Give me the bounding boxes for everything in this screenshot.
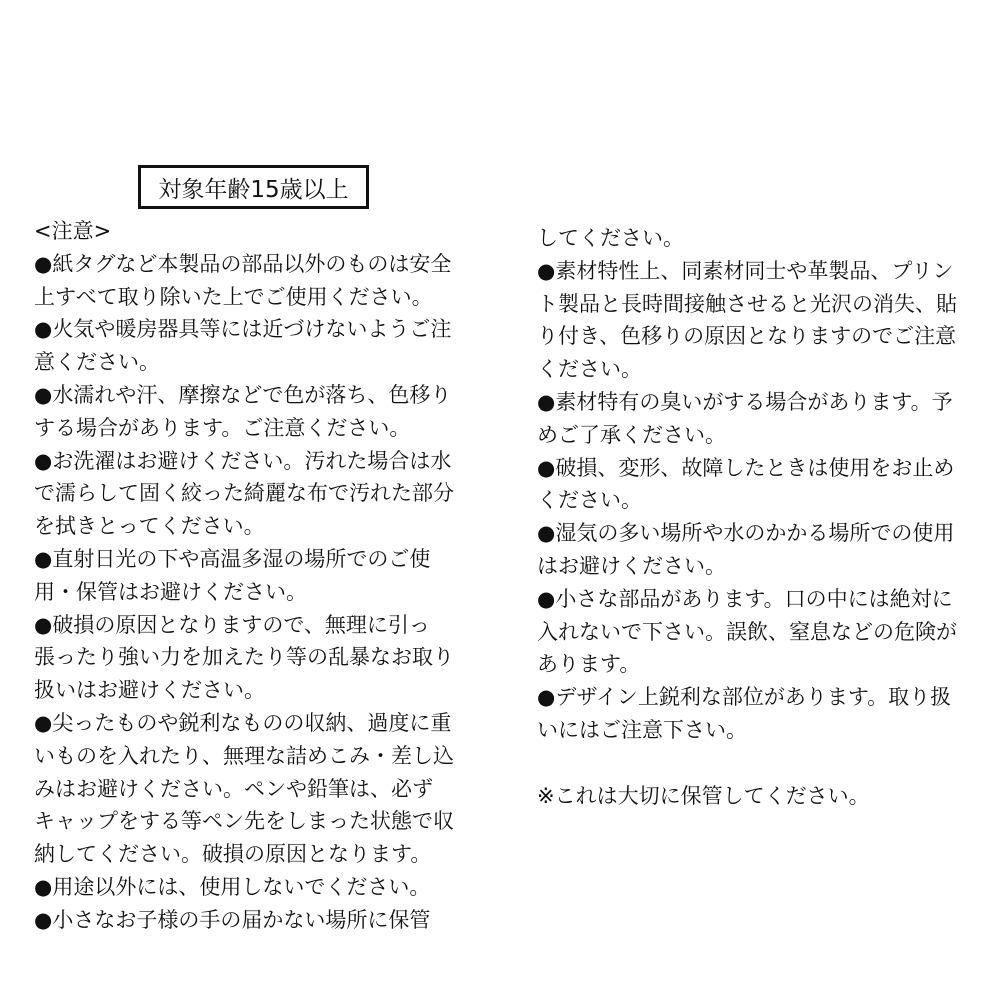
caution-line: 扱いはお避けください。 (34, 678, 265, 703)
caution-line: ください。 (537, 357, 642, 382)
caution-line: ●破損、変形、故障したときは使用をお止め (537, 455, 955, 480)
caution-line: 意ください。 (34, 350, 160, 375)
caution-line: ●湿気の多い場所や水のかかる場所での使用 (537, 521, 955, 546)
caution-line: みはお避けください。ペンや鉛筆は、必ず (34, 776, 433, 801)
caution-line: はお避けください。 (537, 553, 726, 578)
caution-line: ●水濡れや汗、摩擦などで色が落ち、色移り (34, 382, 452, 407)
caution-line: ●小さな部品があります。口の中には絶対に (537, 586, 953, 611)
caution-line: ●直射日光の下や高温多湿の場所でのご使 (34, 546, 431, 571)
age-restriction-label: 対象年齢15歳以上 (158, 176, 349, 203)
storage-note: ※これは大切に保管してください。 (537, 783, 870, 808)
caution-line: いものを入れたり、無理な詰めこみ・差し込 (34, 743, 454, 768)
caution-line: り付き、色移りの原因となりますのでご注意 (537, 324, 957, 349)
caution-line: ●尖ったものや鋭利なものの収納、過度に重 (34, 710, 452, 735)
caution-line: ト製品と長時間接触させると光沢の消失、貼 (537, 291, 957, 316)
caution-line: めご了承ください。 (537, 422, 726, 447)
caution-heading: <注意> (34, 219, 112, 243)
caution-line: ●デザイン上鋭利な部位があります。取り扱 (537, 685, 952, 710)
caution-line: ●火気や暖房器具等には近づけないようご注 (34, 317, 452, 342)
caution-line: ●小さなお子様の手の届かない場所に保管 (34, 907, 431, 932)
caution-column-right (537, 222, 987, 812)
caution-line: 入れないで下さい。誤飲、窒息などの危険が (537, 619, 957, 644)
caution-line: ●破損の原因となりますので、無理に引っ (34, 612, 430, 637)
caution-line: ●紙タグなど本製品の部品以外のものは安全 (34, 251, 452, 276)
caution-line: ●素材特性上、同素材同士や革製品、プリン (537, 258, 954, 283)
caution-line: を拭きとってください。 (34, 514, 265, 539)
caution-line: してください。 (537, 226, 684, 250)
caution-line: 用・保管はお避けください。 (34, 579, 307, 604)
caution-line: 上すべて取り除いた上でご使用ください。 (34, 284, 433, 309)
caution-line: ●素材特有の臭いがする場合があります。予 (537, 389, 953, 414)
caution-line: する場合があります。ご注意ください。 (34, 415, 411, 440)
caution-line: 納してください。破損の原因となります。 (34, 842, 432, 867)
caution-line: 張ったり強い力を加えたり等の乱暴なお取り (34, 645, 454, 670)
caution-line: いにはご注意下さい。 (537, 717, 747, 742)
caution-line: で濡らして固く絞った綺麗な布で汚れた部分 (34, 481, 454, 506)
spacer (537, 747, 987, 780)
caution-line: ●用途以外には、使用しないでください。 (34, 874, 431, 899)
caution-line: ください。 (537, 488, 642, 513)
caution-line: キャップをする等ペン先をしまった状態で収 (34, 809, 454, 834)
caution-line: ●お洗濯はお避けください。汚れた場合は水 (34, 448, 452, 473)
caution-column-left (34, 215, 484, 937)
caution-line: あります。 (537, 652, 641, 677)
age-restriction-badge (138, 165, 369, 209)
